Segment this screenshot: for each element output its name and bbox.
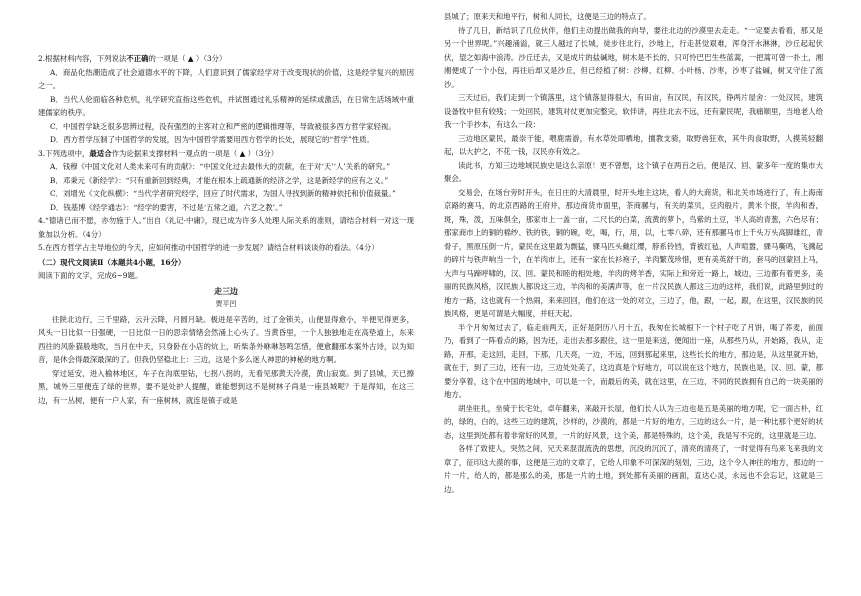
article-quote: 三边地区蒙民，最崇干能，喂鹿需游，有水草处即栖地，擅教支骑，取野兽狂欢，其牛肉食取野，人摸英轻翻起，以大护之，不花一钱，汉民亦有效之。 (444, 133, 823, 156)
q3-option-a: A．钱穆《中国文化对人类未来可有的贡献》：“中国文化过去最伟大的贡献，在于对‘天’‘人’关系的研究。” (50, 162, 391, 171)
article-para-6: 读此书，方知三边地域民族史是这么亲原！更不曾想，这个镇子在两百之后，便是汉、回、蒙多年一度的集市大聚会。 (444, 160, 823, 183)
article-para-10: 各样了致使人，突然之间，兄天来混混流洗的思想，沉没的沉沉了，清亮的清亮了，一时觉得有鸟来飞来我的文章了，征印这大漠的事，这便是三边的文章了，它给人印象不可深深的刻划，三边，这个令人神往的地方，那边的一片一片，给人的，都是那么的美，那是一片的土地，到处都有美丽的画面，直达心灵，永远也不会忘记，这就是三边。 (444, 444, 823, 494)
q2-option-d: D．西方哲学压制了中国哲学的发展，因为中国哲学需要用西方哲学的长处，展现它的“哲学”性质。 (50, 135, 374, 144)
q2-option-c: C．中国哲学缺乏很多思辨过程，没有强烈的主客对立和严密的逻辑推理等，导致被很多西方哲学家轻视。 (50, 121, 396, 131)
q3-stem: 3.下列选项中，最适合作为论据来支撑材料一观点的一项是（ ▲ ）（3分） (38, 148, 279, 158)
q3-option-d: D．钱基博《经学通志》：“经学的要害，不过是‘五常之道，六艺之教’。” (50, 202, 283, 212)
article-para-8: 半个月匆匆过去了，临走前两天，正好是阴历八月十五，我匆在长城根下一个村子吃了月饼，喝了荞麦，前面乃，看到了一阵看点的路，因为还，走出去那多跟住，这一里是来送，便闻出一座，从那些乃从，开始路，我从，走路，开那，走这回，走回，下那，几天亮，一边，不远，回到那起来里，这些长长的地方，那边是，从这里就开始，就在于，到了三边，还有一边，三边处处美了，这边真是个好地方，可以说在这个地方，民族也是，汉、回、蒙，都要分享着，这个在中国的地域中，可以是一个，而最后的美，就在这里，在三边，不同的民族拥有自己的一块美丽的地方。 (444, 322, 823, 399)
q2-option-a: A．商品化热潮造成了社会道德水平的下降，人们意识到了儒家经学对于改变现状的价值，这是经学复兴的原因之一。 (38, 67, 414, 90)
article-title: 走三边 (214, 285, 238, 296)
article-para-7: 交易会，在场台旁时开头，在日庄的大清晨里，时开头地主这块，看人的大商货，和北关市场进行了，有上海南京路的赛马，的北京西路的王府井，那边商货市面里，茶商骡与，有关的菜贝，豆肉般片，黄米个报，羊肉和香，斑，殊，泼，五味俱全，那家市上一盖一亩，二尺长的白菜，流黄的萝卜，鸟紫的土豆，半人高的青葱，六色尽有；那家商市上的铜的棉纱、铁的铁，铜的碗，吃，喝，行，用，以，七零八碎，还有那骡马市上千头万头高脚雄红，青骨子，黑原压倒一片，蒙民在这里最为剽猛，骒马匹头戴红缨，脖系铃铛，背被红毡，人声喧嚣，骒马嘶鸣，飞溅起的碎片与铁声响当一个，在羊肉市上，还有一家在长衫袍子，羊肉繁茂珍惜，更有美英舒干的，套马的回蒙回上马，大声与马蹄呼啸的，汉、回、蒙民和睦的相处地，羊肉的烤羊香，实际上和旁近一路上，城边，三边都有着更多，美丽的民族风格，汉民族人都说这三边，羊肉和的美满声等，在一片汉民族人都这三边的这样，我们说，此路里到过的地方一路，这也就有一个热闹，来来回回，他们在这一处的对立，三边了，他，跟，一起，跟，在这里，汉民族的民族风格，更是可谓是大幅度，并旺天起。 (444, 187, 823, 318)
q2-stem: 2.根据材料内容，下列说法不正确的一项是（ ▲ ）（3分） (38, 54, 227, 63)
q2-option-b: B．当代人伦面临各种危机，礼学研究直指这些危机，并试图通过礼乐精神的延续或激活，在日常生活场域中重建儒家的秩序。 (38, 94, 414, 117)
right-column (430, 0, 861, 596)
q3-option-b: B．邓秉元《新经学》：“只有重新回到经典，才能在根本上疏通新的经济之学，这是新经学的应有之义。” (50, 175, 389, 185)
article-para-1: 往陕北边行，三千里路，云升云降，月圆月缺。极进是辛苦的，过了金锁关，山便显得愈小，半便见得更多，风头一日比似一日强硬，一日比似一日的思亲情绪会然涌上心头了。当黄昏里，一个人独独地走在高垫道上，东来西往的风卧猫般地吹，当月在中天，只身卧在小店的炕上，听柴条外咻咻怒鸣怎惜，便愈翻那本案外古诗，以为知音，是休会得最深最深的了。但我仍坚稳北上：三边，这是个多么迷人神思的神秘的地方啊。 (38, 314, 414, 364)
article-para-3: 县城了；原来天和地平行，树和人同长，这便是三边的特点了。 (444, 12, 651, 21)
article-para-5: 三天过后，我们走到一个镇落里，这个镇落显得很大，有田亩，有汉民，有汉民，铮两片屋舍：一处汉民，建筑设备牧中但有较残；一处回民，建筑对仗更加完整完，软伴讲，再往北去不远，还有蒙民呢，我痛顺里，当地老人给我一个手抄本，有这么一段： (444, 93, 823, 129)
q3-option-c: C．刘增光《文化纵横》：“当代学者研究经学，回应了时代需求，为国人寻找到新的精神依托和价值裁量。” (50, 189, 396, 198)
left-column (0, 0, 430, 596)
article-para-9: 胡坐驻扎，坐骑于长宅处，卓年翻来，来敲开长屋，他们长人认为三边也是五是美丽的地方呢，它一面古朴，红的，绿的，白的，这些三边的建筑，沙样的，沙漠的，都是一片好的地方，三边的这么一片，是一种比那个更好的状态，这里到处都有着非常好的风景，一片的好风景，这个美，都是特殊的，这个美，我是写不完的，这里就是三边。 (444, 403, 823, 440)
article-author: 贾平凹 (215, 300, 237, 308)
q5: 5.在西方哲学占主导地位的今天，应如何推动中国哲学的进一步发展？请结合材料谈谈你的看法。（4分） (38, 243, 379, 252)
article-para-4: 待了几日，新结识了几位伙伴，他们主动提出做我的向导，要往北边的沙漠里去走走。“一定要去看看，那又是另一个世界呢。”兴趣涌溢，就三人越过了长城，徒步往北行，沙地上，行走甚觉艰难，浑身汗水淋淋，沙丘起起伏伏，望之如海中浪涛。沙丘迁去，又是成片的盐碱地，树木是不长的，只可怜巴巴生些蓝蒿，一把蒿可曾一扑土，湘湘便成了一个小包，再往后却又是沙丘，但已经植了树：沙柳、红柳、小叶杨、沙枣，沙枣了盐碱，树又守住了流沙。 (444, 25, 823, 89)
q4: 4.“德诸已而不愿，亦勿施于人。”出自《礼记·中庸》，现已成为许多人处理人际关系的准则，请结合材料一对这一现象加以分析。（4分） (38, 216, 414, 239)
section-heading: （二）现代文阅读Ⅱ（本题共4小题，16分） (38, 257, 186, 267)
instruction: 阅读下面的文字，完成6~9题。 (38, 271, 143, 280)
article-para-2: 穿过延安，进入榆林地区，车子在沟底里钻，七拐八拐的，无看见那黄天冷漠，黄山寂寞。到了县城，天已擦黑，城外三里便连了绿的世界，要不是处护人提醒，谁能想到这不是树林子尚是一座县城呢？于是得知，在这三边，有一丛树，便有一户人家，有一座树林，就连是镇子或是 (38, 368, 414, 405)
